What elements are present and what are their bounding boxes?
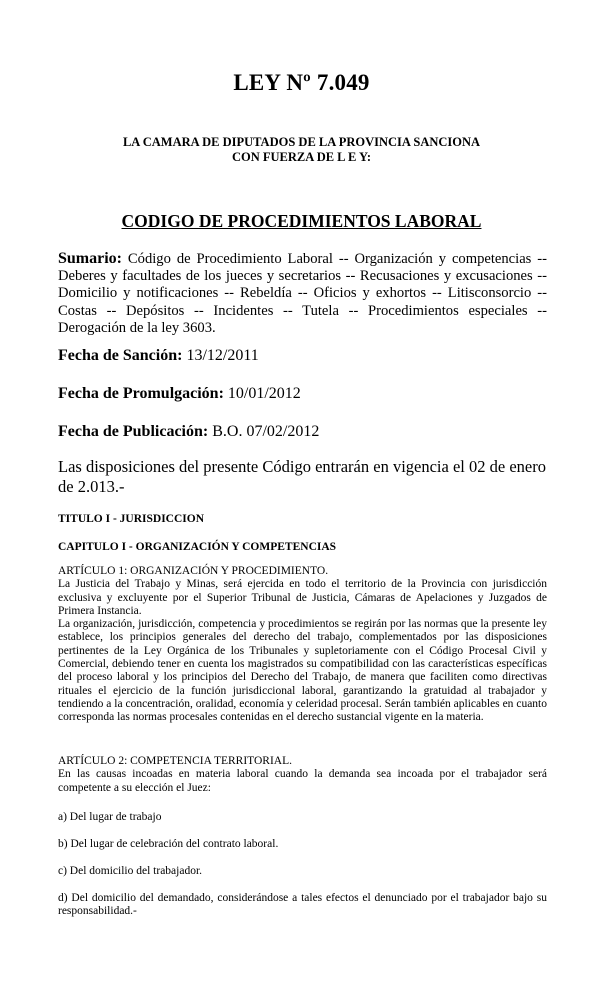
summary-text: Código de Procedimiento Laboral -- Organización y competencias -- Deberes y facultades de los jueces y secretarios -- Recusaciones y excusaciones -- Domicilio y notificaciones -- Rebeldía -- Oficios y exhortos -- Litisconsorcio -- Costas -- Depósitos -- Incidentes -- Tutela -- Procedimientos especiales -- Derogación de la ley 3603. [58,251,547,336]
chamber-line-1: LA CAMARA DE DIPUTADOS DE LA PROVINCIA SANCIONA [122,135,481,149]
capitulo-heading: CAPITULO I - ORGANIZACIÓN Y COMPETENCIAS [58,541,337,553]
publication-date-label: Fecha de Publicación: [58,423,209,440]
promulgation-date-label: Fecha de Promulgación: [58,385,224,402]
article-1-paragraph-2: La organización, jurisdicción, competencia y procedimientos se regirán por las normas que la presente ley establece, los principios generales del derecho del trabajo, complementados por las disposiciones pertinentes de la Ley Orgánica de los Tribunales y supletoriamente con el Código Procesal Civil y Comercial, debiendo tener en cuenta los magistrados su compatibilidad con las características específicas del proceso laboral y los principios del Derecho del Trabajo, de manera que faciliten como directivas rituales el ejercicio de la función jurisdiccional laboral, garantizando la gratuidad al trabajador y tendiendo a la concentración, oralidad, economía y celeridad procesal. Serán también aplicables en cuanto corresponda las normas procesales contenidas en el derecho sustancial vigente en la materia. [58,618,547,724]
article-2-heading: ARTÍCULO 2: COMPETENCIA TERRITORIAL. [58,755,292,767]
article-2-item-d: d) Del domicilio del demandado, considerándose a tales efectos el denunciado por el trabajador bajo su responsabilidad.- [58,892,547,918]
chamber-statement [0,135,603,165]
promulgation-date [58,385,301,403]
titulo-heading: TITULO I - JURISDICCION [58,513,205,525]
article-2-paragraph-1: En las causas incoadas en materia laboral cuando la demanda sea incoada por el trabajador será competente a su elección el Juez: [58,768,547,794]
sanction-date-value: 13/12/2011 [186,347,259,364]
article-1-paragraph-1: La Justicia del Trabajo y Minas, será ejercida en todo el territorio de la Provincia con jurisdicción exclusiva y excluyente por el Superior Tribunal de Justicia, Cámaras de Apelaciones y Juzgados de Primera Instancia. [58,578,547,617]
promulgation-date-value: 10/01/2012 [227,385,301,402]
sanction-date [58,347,259,365]
chamber-line-2: CON FUERZA DE L E Y: [231,150,372,164]
article-2-item-c: c) Del domicilio del trabajador. [58,865,203,877]
law-title: LEY Nº 7.049 [233,70,370,95]
article-1 [58,565,547,725]
article-2 [58,755,547,795]
article-1-heading: ARTÍCULO 1: ORGANIZACIÓN Y PROCEDIMIENTO. [58,565,329,577]
sanction-date-label: Fecha de Sanción: [58,347,183,364]
summary [58,250,547,337]
vigencia-statement: Las disposiciones del presente Código entrarán en vigencia el 02 de enero de 2.013.- [58,457,546,496]
article-2-item-b: b) Del lugar de celebración del contrato laboral. [58,838,279,850]
summary-label: Sumario: [58,250,122,267]
publication-date [58,423,319,441]
article-2-item-a: a) Del lugar de trabajo [58,811,162,823]
code-title: CODIGO DE PROCEDIMIENTOS LABORAL [121,211,482,231]
publication-date-value: B.O. 07/02/2012 [212,423,320,440]
